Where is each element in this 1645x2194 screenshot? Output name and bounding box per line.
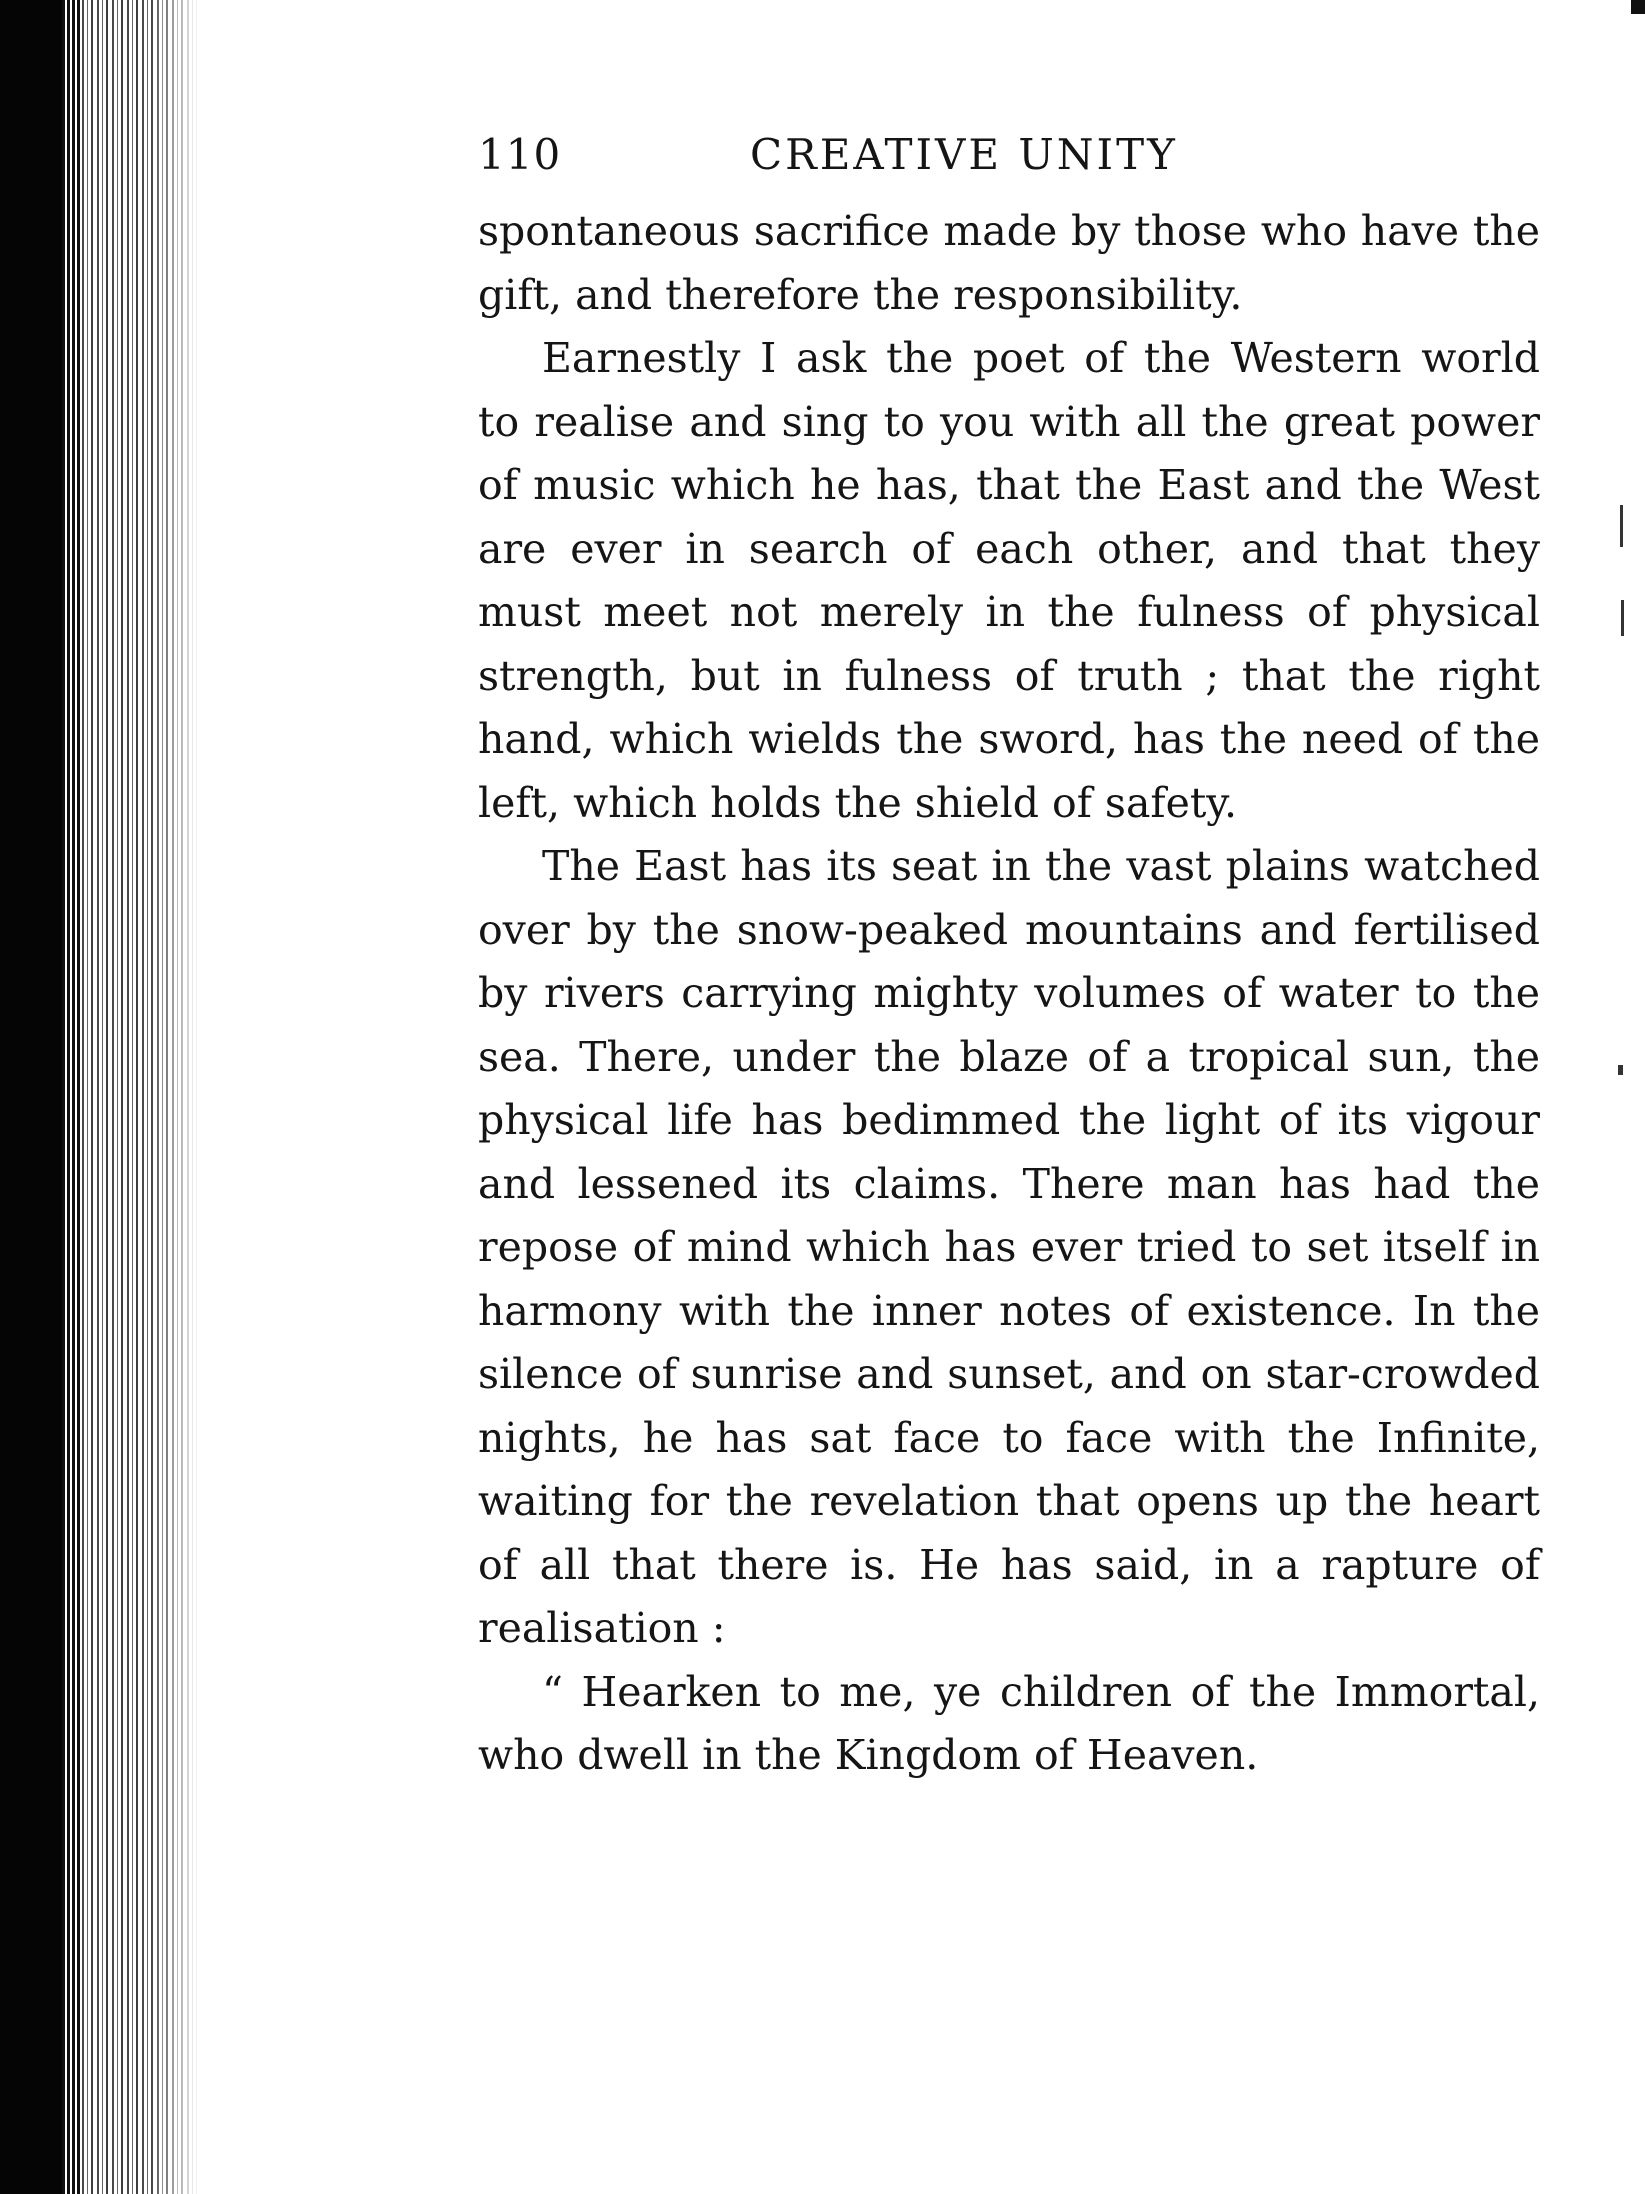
running-title: CREATIVE UNITY xyxy=(750,130,1178,179)
running-head xyxy=(478,130,1540,200)
page-number: 110 xyxy=(478,130,562,179)
paragraph: The East has its seat in the vast plains watched over by the snow-peaked mountains and fertilised by rivers carrying mighty volumes of water to the sea. There, under the blaze of a tropical sun, the physical life has bedimmed the light of its vigour and lessened its claims. There man has had the repose of mind which has ever tried to set itself in harmony with the inner notes of existence. In the silence of sunrise and sunset, and on star-crowded nights, he has sat face to face with the Infinite, waiting for the revelation that opens up the heart of all that there is. He has said, in a rapture of realisation : xyxy=(478,842,1540,1652)
gutter-edge xyxy=(62,0,82,2194)
scan-corner-mark xyxy=(1631,0,1645,14)
gutter-fade xyxy=(150,0,200,2194)
gutter-shadow xyxy=(0,0,62,2194)
body-text xyxy=(478,200,1540,1788)
margin-mark xyxy=(1620,505,1623,547)
paragraph: Earnestly I ask the poet of the Western world to realise and sing to you with all the great power of music which he has, that the East and the West are ever in search of each other, and that they must meet not merely in the fulness of physical strength, but in fulness of truth ; that the right hand, which wields the sword, has the need of the left, which holds the shield of safety. xyxy=(478,334,1540,827)
margin-mark xyxy=(1618,1065,1623,1075)
book-gutter xyxy=(0,0,200,2194)
margin-mark xyxy=(1621,600,1624,636)
book-page xyxy=(478,130,1540,1788)
paragraph: “ Hearken to me, ye children of the Immortal, who dwell in the Kingdom of Heaven. xyxy=(478,1667,1540,1779)
paragraph: spontaneous sacrifice made by those who have the gift, and therefore the responsibility. xyxy=(478,207,1540,319)
